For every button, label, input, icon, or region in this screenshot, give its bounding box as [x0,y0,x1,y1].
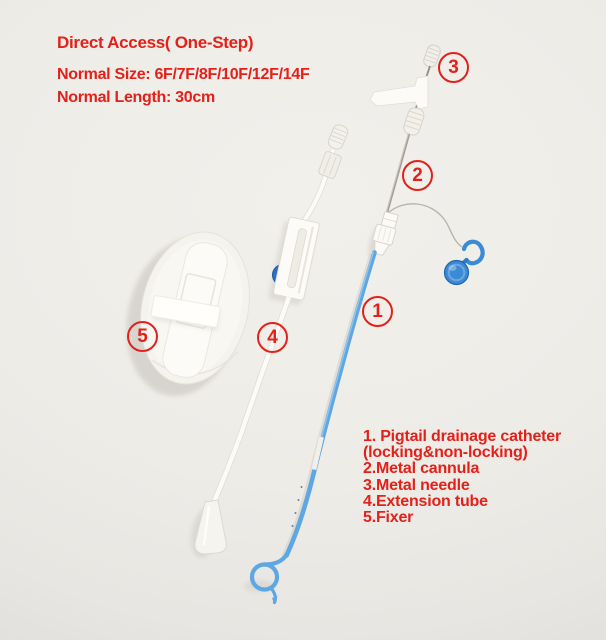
safety-wire [388,204,462,247]
callout-1-badge: 1 [362,296,393,327]
size-spec: Normal Size: 6F/7F/8F/10F/12F/14F [57,66,310,83]
product-title: Direct Access( One-Step) [57,33,254,52]
legend-line-1: 1. Pigtail drainage catheter [363,428,562,445]
extension-tube-cap [327,123,350,151]
extension-tube-nut [318,151,342,179]
callout-5-badge: 5 [127,321,158,352]
annotation-header [57,33,309,112]
legend-line-5: 5.Fixer [363,509,414,527]
needle-holder [370,76,428,109]
legend-line-4: 4.Extension tube [363,492,488,510]
clip-disc-highlight [449,265,457,271]
metal-cannula-hub [402,106,426,137]
parts-legend [363,429,561,526]
legend-line-2: 2.Metal cannula [363,460,480,478]
legend-line-3: 3.Metal needle [363,476,470,494]
legend-line-1b: (locking&non-locking) [363,444,528,462]
fixer-pad [111,221,264,407]
callout-4-badge: 4 [257,322,288,353]
extension-tube-end-cap [195,500,226,554]
callout-3-badge: 3 [438,52,469,83]
pigtail-neck [265,554,288,565]
length-spec: Normal Length: 30cm [57,89,215,106]
locking-clip [445,242,483,285]
callout-2-badge: 2 [402,160,433,191]
